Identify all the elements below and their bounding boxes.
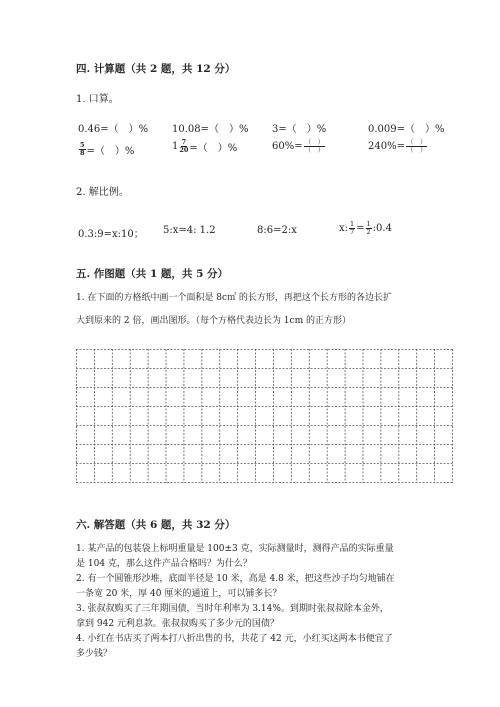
section6-line-5: 3. 张叔叔购买了三年期国债，当时年利率为 3.14%。到期时张叔叔除本金外，	[76, 604, 389, 614]
section6-title: 六. 解答题（共 6 题，共 32 分）	[76, 519, 236, 531]
answer-fraction: $\frac{( )}{( )}$	[304, 138, 325, 154]
proportion-2: 5:x=4: 1.2	[163, 225, 216, 236]
q1-item-6: 1 $\frac{7}{20}$ =（ ）%	[172, 138, 238, 154]
section6-line-1: 1. 某产品的包装袋上标明重量是 100±3 克，实际测量时，测得产品的实际重量	[76, 544, 394, 554]
drawing-grid[interactable]	[76, 349, 453, 483]
section6-line-4: 一条宽 20 米，厚 40 厘米的通道上，可以铺多长？	[76, 589, 282, 599]
section6-line-3: 2. 有一个圆锥形沙堆，底面半径是 10 米，高是 4.8 米，把这些沙子均匀地铺在	[76, 574, 395, 584]
proportion-1: 0.3:9=x:10；	[78, 229, 144, 240]
q2-label: 2. 解比例。	[76, 187, 129, 198]
section5-text-line-1: 1. 在下面的方格纸中画一个面积是 8c㎡ 的长方形，再把这个长方形的各边长扩	[76, 293, 392, 303]
proportion-3: 8:6=2:x	[257, 225, 297, 236]
section4-title: 四. 计算题（共 2 题，共 12 分）	[76, 63, 236, 75]
fraction: $\frac{1}{7}$	[350, 220, 355, 236]
q1-item-7: 60%= $\frac{( )}{( )}$	[272, 138, 325, 154]
q1-item-5: $\frac{5}{8}$ =（ ）%	[80, 141, 135, 157]
q1-item-4: 0.009=（ ）%	[368, 124, 445, 135]
q1-item-8: 240%= $\frac{( )}{( )}$	[368, 138, 427, 154]
section6-line-8: 多少钱？	[76, 649, 113, 659]
proportion-4: x: $\frac{1}{7}$ = $\frac{1}{2}$ :0.4	[339, 220, 392, 236]
grid-paper	[76, 349, 453, 483]
fraction: $\frac{7}{20}$	[179, 138, 189, 154]
answer-fraction: $\frac{( )}{( )}$	[406, 138, 427, 154]
q1-item-3: 3=（ ）%	[272, 124, 327, 135]
q1-item-2: 10.08=（ ）%	[172, 124, 249, 135]
fraction: $\frac{5}{8}$	[80, 141, 85, 157]
section6-line-7: 4. 小红在书店买了两本打八折出售的书，共花了 42 元，小红买这两本书便宜了	[76, 634, 393, 644]
q1-label: 1. 口算。	[76, 94, 119, 105]
section5-text-line-2: 大到原来的 2 倍，画出图形。（每个方格代表边长为 1cm 的正方形）	[76, 316, 351, 326]
section6-line-6: 拿到 942 元利息款。张叔叔购买了多少元的国债？	[76, 619, 279, 629]
fraction: $\frac{1}{2}$	[366, 220, 371, 236]
section5-title: 五. 作图题（共 1 题，共 5 分）	[76, 268, 229, 280]
section6-line-2: 是 104 克，那么这件产品合格吗？为什么？	[76, 559, 252, 569]
q1-item-1: 0.46=（ ）%	[78, 124, 149, 135]
